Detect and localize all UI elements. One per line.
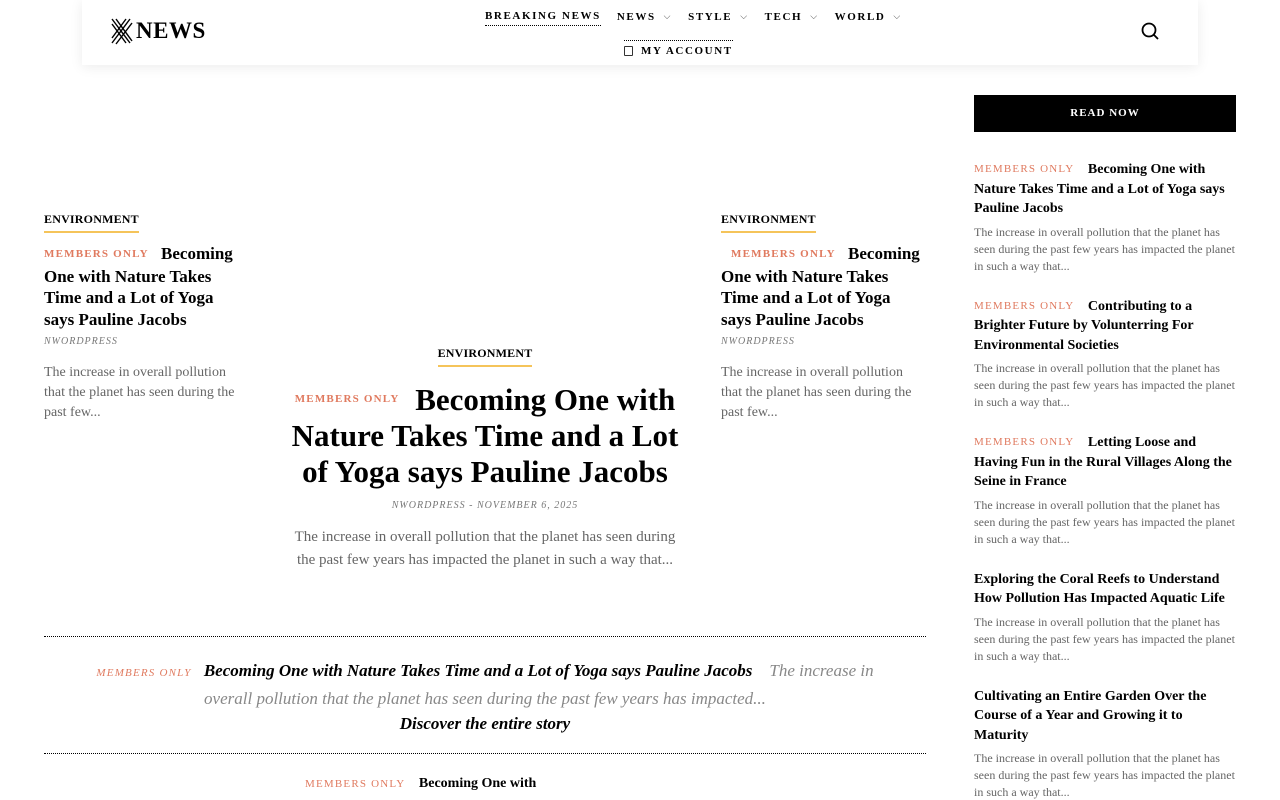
right-article [721, 210, 921, 423]
nav-label: TECH [764, 10, 803, 23]
sidebar-article-title[interactable] [974, 160, 1236, 219]
nav-my-account[interactable] [624, 40, 733, 60]
quote-excerpt: The increase in overall pollution that the planet has seen during the past few years has impacted... [204, 661, 874, 708]
members-badge: MEMBERS ONLY [974, 163, 1075, 175]
nav-world[interactable] [835, 10, 902, 26]
article-excerpt: The increase in overall pollution that the planet has seen during the past few years has impacted the planet in such a way that... [974, 614, 1235, 663]
list-item [974, 160, 1236, 275]
sidebar-article-title[interactable] [974, 570, 1236, 609]
sidebar-article-title[interactable] [974, 687, 1236, 746]
discover-story-link[interactable]: Discover the entire story [399, 714, 571, 733]
article-title-text: Becoming One with Nature Takes Time and a Lot of Yoga says Pauline Jacobs [291, 382, 679, 489]
article-title[interactable] [721, 243, 921, 330]
article-title-text: Becoming One with Nature Takes Time and a Lot of Yoga says Pauline Jacobs [44, 244, 233, 329]
members-badge: MEMBERS ONLY [44, 248, 149, 260]
chevron-down-icon: ⌵ [893, 11, 902, 21]
quote-title[interactable]: Becoming One with Nature Takes Time and a Lot of Yoga says Pauline Jacobs [203, 661, 753, 680]
article-excerpt: The increase in overall pollution that the planet has seen during the past few years has impacted the planet in such a way that... [974, 224, 1235, 273]
nav-label: NEWS [616, 10, 656, 23]
article-title[interactable] [286, 381, 684, 490]
article-title-text: Becoming One with Nature Takes Time and a Lot of Yoga says Pauline Jacobs [721, 244, 920, 329]
left-article [44, 210, 244, 423]
article-title-text: Cultivating an Entire Garden Over the Course of a Year and Growing it to Maturity [974, 688, 1207, 743]
nav-label: STYLE [688, 10, 733, 23]
article-title-text: Exploring the Coral Reefs to Understand How Pollution Has Impacted Aquatic Life [974, 571, 1225, 606]
site-logo[interactable] [110, 16, 206, 46]
chevron-down-icon: ⌵ [740, 11, 749, 21]
members-badge: MEMBERS ONLY [305, 778, 406, 790]
article-excerpt: The increase in overall pollution that the planet has seen during the past few... [44, 365, 235, 420]
nav-news[interactable] [617, 10, 672, 26]
article-author[interactable]: NWORDPRESS [721, 336, 795, 347]
list-item [974, 687, 1236, 800]
account-nav [624, 40, 733, 60]
article-title-text: Contributing to a Brighter Future by Volunterring For Environmental Societies [974, 298, 1194, 353]
article-excerpt: The increase in overall pollution that the planet has seen during the past few years has impacted the planet in such a way that... [974, 361, 1235, 409]
category-tag[interactable]: ENVIRONMENT [44, 212, 139, 233]
members-badge: MEMBERS ONLY [294, 393, 400, 405]
category-tag[interactable]: ENVIRONMENT [438, 346, 533, 367]
article-title-text: Becoming One with Nature Takes Time and a Lot of Yoga says Pauline Jacobs [974, 162, 1225, 216]
sidebar-article-title[interactable] [974, 433, 1236, 492]
account-label: MY ACCOUNT [641, 45, 733, 57]
bottom-article-peek[interactable] [305, 776, 536, 792]
article-author[interactable]: NWORDPRESS [44, 336, 118, 347]
featured-article [286, 344, 684, 571]
article-meta: NWORDPRESS - NOVEMBER 6, 2025 [391, 500, 579, 511]
article-title-text: Becoming One with [418, 776, 537, 791]
read-now-button[interactable]: READ NOW [974, 95, 1236, 132]
chevron-down-icon: ⌵ [663, 11, 673, 21]
list-item [974, 570, 1236, 665]
search-icon [1140, 21, 1160, 41]
nav-tech[interactable] [765, 10, 819, 26]
members-badge: MEMBERS ONLY [731, 248, 836, 260]
members-badge: MEMBERS ONLY [96, 667, 192, 679]
members-badge: MEMBERS ONLY [974, 436, 1075, 448]
members-badge: MEMBERS ONLY [974, 299, 1075, 312]
featured-quote-strip [44, 636, 926, 754]
article-title-text: Letting Loose and Having Fun in the Rural Villages Along the Seine in France [974, 435, 1232, 489]
search-button[interactable] [1140, 21, 1160, 41]
sidebar-article-title[interactable] [974, 297, 1236, 356]
site-header [82, 0, 1198, 65]
article-excerpt: The increase in overall pollution that the planet has seen during the past few years has impacted the planet in such a way that... [974, 751, 1235, 799]
article-excerpt: The increase in overall pollution that the planet has seen during the past few years has impacted the planet in such a way that... [974, 497, 1235, 546]
chevron-down-icon: ⌵ [810, 11, 819, 21]
article-excerpt: The increase in overall pollution that the planet has seen during the past few... [721, 365, 912, 420]
category-tag[interactable]: ENVIRONMENT [721, 212, 816, 233]
nav-label: BREAKING NEWS [485, 10, 601, 22]
nav-label: WORLD [834, 10, 886, 23]
logo-text: NEWS [136, 18, 206, 43]
list-item [974, 297, 1236, 412]
list-item [974, 433, 1236, 548]
nav-breaking-news[interactable] [485, 10, 601, 26]
nav-style[interactable] [688, 10, 749, 26]
article-title[interactable] [44, 243, 244, 330]
sidebar-article-list [974, 160, 1236, 800]
main-nav [485, 10, 902, 26]
article-excerpt: The increase in overall pollution that the planet has seen during the past few years has impacted the planet in such a way that... [294, 529, 676, 568]
logo-icon [110, 16, 134, 46]
account-icon [624, 46, 633, 56]
